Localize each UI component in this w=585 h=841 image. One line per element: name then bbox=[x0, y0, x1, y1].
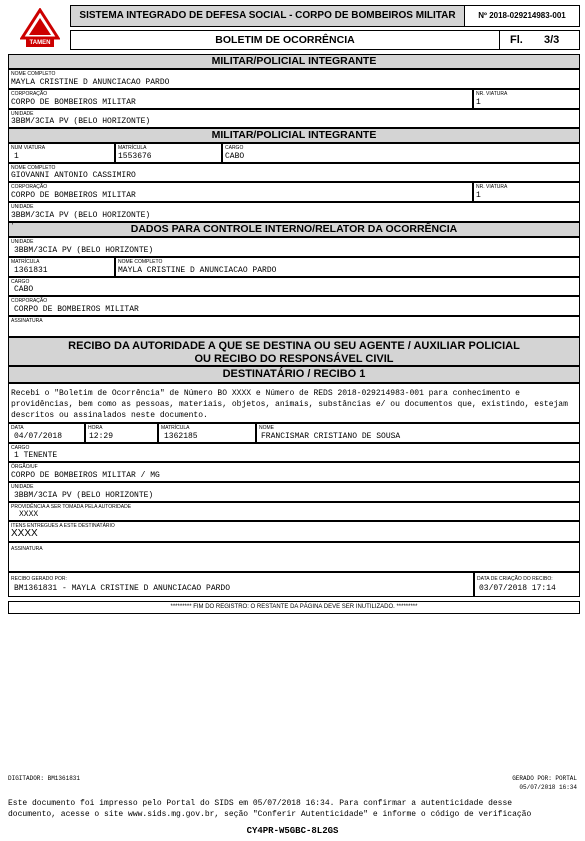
footer-note-line1: Este documento foi impresso pelo Portal do SIDS em 05/07/2018 16:34. Para confirmar a autenticidade desse bbox=[8, 799, 513, 808]
s1-nr-viatura: NR. VIATURA 1 bbox=[473, 89, 580, 109]
r-fim-registro: ********* FIM DO REGISTRO: O RESTANTE DA PÁGINA DEVE SER INUTILIZADO. ********* bbox=[8, 601, 580, 614]
page-number: Fl. 3/3 bbox=[499, 30, 580, 50]
r-matricula: MATRÍCULA 1362185 bbox=[158, 423, 256, 443]
s3-matricula: MATRÍCULA 1361831 bbox=[8, 257, 115, 277]
r-hora: HORA 12:29 bbox=[85, 423, 158, 443]
s1-nome: NOME COMPLETO MAYLA CRISTINE D ANUNCIACAO PARDO bbox=[8, 69, 580, 89]
footer-note-line2: documento, acesse o site www.sids.mg.gov.br, seção "Conferir Autenticidade" e informe o código de verificação bbox=[8, 810, 532, 819]
s1-unidade: UNIDADE 3BBM/3CIA PV (BELO HORIZONTE) bbox=[8, 109, 580, 128]
footer-digitador: DIGITADOR: BM1361831 bbox=[8, 775, 81, 782]
s2-num-viatura: NUM VIATURA 1 bbox=[8, 143, 115, 163]
s2-matricula: MATRÍCULA 1553676 bbox=[115, 143, 222, 163]
s2-corporacao: CORPORAÇÃO CORPO DE BOMBEIROS MILITAR bbox=[8, 182, 473, 202]
r-assinatura: ASSINATURA bbox=[8, 542, 580, 572]
r-providencia: PROVIDÊNCIA A SER TOMADA PELA AUTORIDADE XXXX bbox=[8, 502, 580, 521]
system-title: SISTEMA INTEGRADO DE DEFESA SOCIAL - CORPO DE BOMBEIROS MILITAR bbox=[70, 5, 465, 27]
r-itens: ITENS ENTREGUES A ESTE DESTINATÁRIO XXXX bbox=[8, 521, 580, 542]
r-cargo: CARGO 1 TENENTE bbox=[8, 443, 580, 462]
s2-nr-viatura: NR. VIATURA 1 bbox=[473, 182, 580, 202]
s2-nome: NOME COMPLETO GIOVANNI ANTONIO CASSIMIRO bbox=[8, 163, 580, 182]
s3-cargo: CARGO CABO bbox=[8, 277, 580, 296]
doc-title: BOLETIM DE OCORRÊNCIA bbox=[70, 30, 500, 50]
recibo-subtitle: DESTINATÁRIO / RECIBO 1 bbox=[8, 366, 580, 383]
recibo-header: RECIBO DA AUTORIDADE A QUE SE DESTINA OU SEU AGENTE / AUXILIAR POLICIAL OU RECIBO DO RESPONSÁVEL CIVIL bbox=[8, 337, 580, 366]
s2-unidade: UNIDADE 3BBM/3CIA PV (BELO HORIZONTE) bbox=[8, 202, 580, 222]
s3-unidade: UNIDADE 3BBM/3CIA PV (BELO HORIZONTE) bbox=[8, 237, 580, 257]
s2-cargo: CARGO CABO bbox=[222, 143, 580, 163]
s3-corporacao: CORPORAÇÃO CORPO DE BOMBEIROS MILITAR bbox=[8, 296, 580, 316]
s1-corporacao: CORPORAÇÃO CORPO DE BOMBEIROS MILITAR bbox=[8, 89, 473, 109]
logo bbox=[20, 8, 60, 48]
recibo-paragraph-box bbox=[8, 383, 580, 423]
verification-code: CY4PR-W5GBC-8L2GS bbox=[246, 826, 339, 836]
section2-header: MILITAR/POLICIAL INTEGRANTE bbox=[8, 128, 580, 143]
r-unidade: UNIDADE 3BBM/3CIA PV (BELO HORIZONTE) bbox=[8, 482, 580, 502]
recibo-paragraph: Recebi o "Boletim de Ocorrência" de Número BO XXXX e Número de REDS 2018-029214983-001 para conhecimento e providências, bem como as pessoas, materiais, objetos, animais, substâncias e/ ou documentos que, existindo, estejam descritos ou assinalados neste documento. bbox=[11, 389, 568, 420]
r-nome: NOME FRANCISMAR CRISTIANO DE SOUSA bbox=[256, 423, 580, 443]
section3-header: ' DADOS PARA CONTROLE INTERNO/RELATOR DA OCORRÊNCIA bbox=[8, 222, 580, 237]
r-orgao: ÓRGÃO/UF CORPO DE BOMBEIROS MILITAR / MG bbox=[8, 462, 580, 482]
section1-header: MILITAR/POLICIAL INTEGRANTE bbox=[8, 54, 580, 69]
r-data: DATA 04/07/2018 bbox=[8, 423, 85, 443]
footer-gerado-por: GERADO POR: PORTAL bbox=[512, 775, 577, 782]
footer-gerado-data: 05/07/2018 16:34 bbox=[519, 784, 577, 791]
r-data-criacao: DATA DE CRIAÇÃO DO RECIBO: 03/07/2018 17:14 bbox=[474, 572, 580, 597]
s3-nome: NOME COMPLETO MAYLA CRISTINE D ANUNCIACAO PARDO bbox=[115, 257, 580, 277]
s3-assinatura: ASSINATURA bbox=[8, 316, 580, 337]
logo-text: TAMEN bbox=[29, 40, 51, 46]
r-gerado-por: RECIBO GERADO POR: BM1361831 - MAYLA CRISTINE D ANUNCIACAO PARDO bbox=[8, 572, 474, 597]
bo-number: Nº 2018-029214983-001 bbox=[464, 5, 580, 27]
